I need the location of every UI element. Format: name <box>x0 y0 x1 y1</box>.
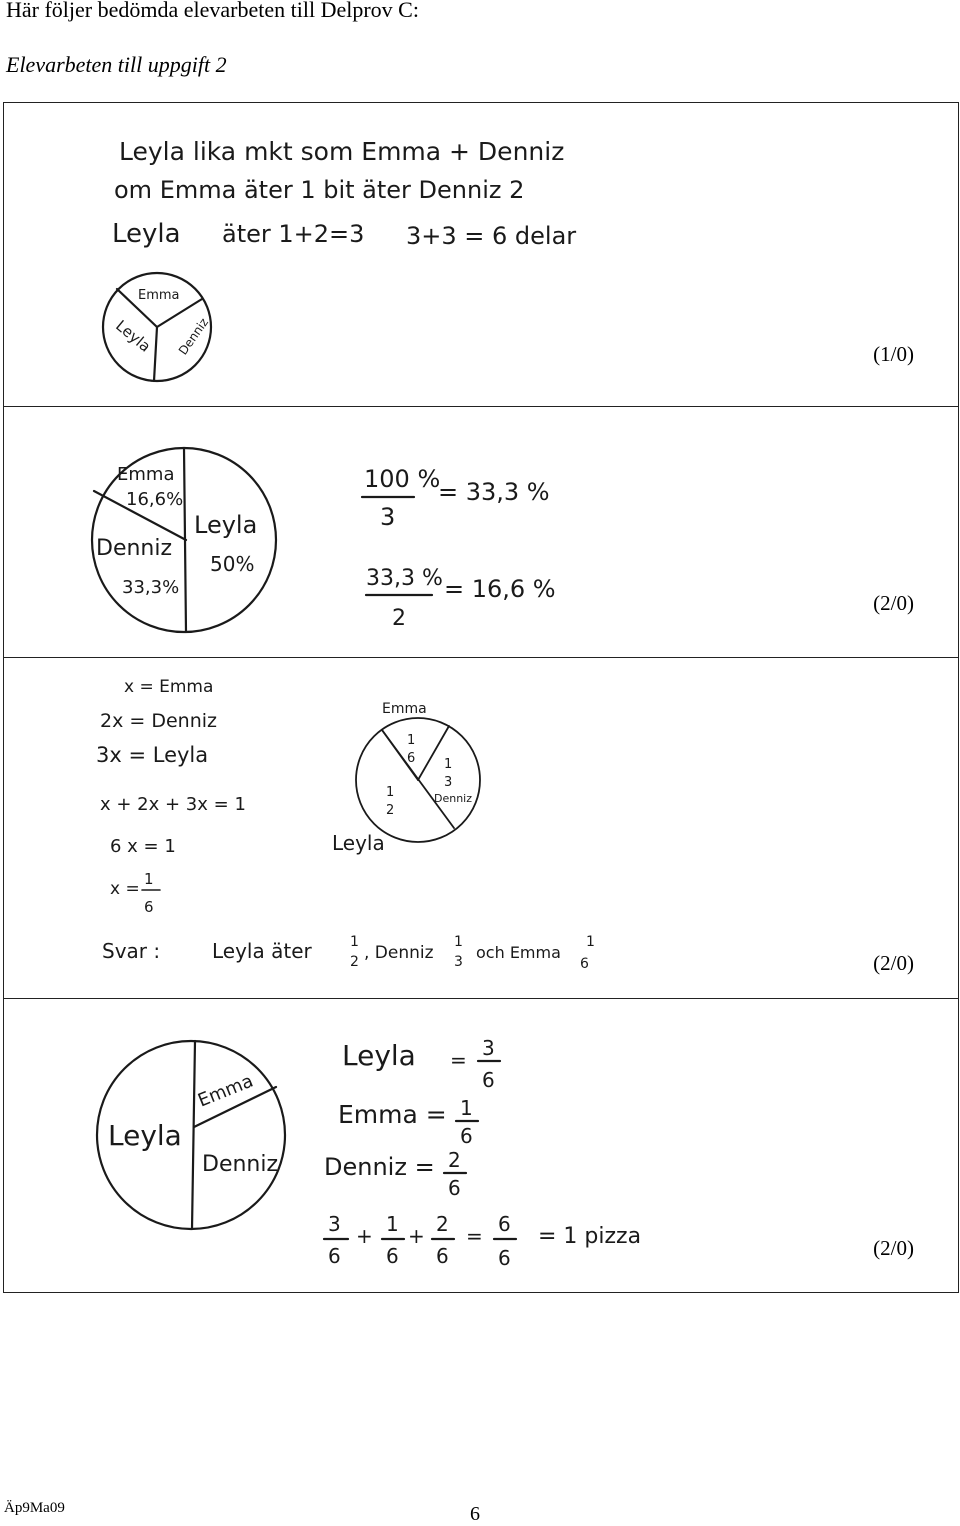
answer-text: och Emma <box>476 943 561 962</box>
page-title: Här följer bedömda elevarbeten till Delprov C: <box>6 0 419 22</box>
row-label: Leyla <box>342 1039 416 1072</box>
fraction-list <box>324 1036 500 1200</box>
handwriting-1 <box>4 103 960 408</box>
calc-result: = 16,6 % <box>444 575 556 603</box>
hw-line: äter 1+2=3 <box>222 220 365 248</box>
pie-label: Leyla <box>112 316 155 356</box>
fraction-denominator: 6 <box>328 1244 341 1268</box>
answer-text: Leyla äter <box>212 939 312 963</box>
fraction-numerator: 6 <box>498 1212 511 1236</box>
document-code: Äp9Ma09 <box>4 1500 65 1516</box>
fraction-numerator: 1 <box>350 934 359 950</box>
pie-label: Denniz <box>434 792 473 805</box>
equals: = <box>450 1048 467 1072</box>
student-work-panel-1 <box>3 102 959 407</box>
fraction-numerator: 1 <box>444 757 453 772</box>
fraction-numerator: 1 <box>460 1096 473 1120</box>
hw-line: Leyla <box>112 219 181 249</box>
fraction-numerator: 33,3 % <box>366 566 443 591</box>
hw-line: Leyla lika mkt som Emma + Denniz <box>119 137 565 166</box>
pie-label: Denniz <box>202 1152 279 1177</box>
calc-result: = 33,3 % <box>438 478 550 506</box>
fraction-denominator: 6 <box>386 1244 399 1268</box>
answer-line <box>102 934 595 972</box>
handwriting-3 <box>4 658 960 1000</box>
pie-label: Leyla <box>194 511 258 539</box>
fraction-numerator: 1 <box>144 870 154 888</box>
pie-label: Emma <box>117 464 175 485</box>
row-label: Denniz = <box>324 1153 435 1181</box>
score: (2/0) <box>873 1236 914 1260</box>
student-work-panel-2 <box>3 406 959 658</box>
fraction-denominator: 6 <box>460 1124 473 1148</box>
row-label: Emma = <box>338 1100 447 1129</box>
fraction-denominator: 6 <box>498 1246 511 1270</box>
fraction-numerator: 1 <box>386 785 395 800</box>
pie-sketch <box>97 1041 285 1229</box>
fraction-numerator: 3 <box>482 1036 495 1060</box>
plus: + <box>408 1224 425 1248</box>
pie-sketch <box>92 448 276 632</box>
pie-label: Denniz <box>175 315 212 358</box>
fraction-numerator: 2 <box>448 1148 461 1172</box>
fraction-denominator: 6 <box>407 751 416 766</box>
fraction-denominator: 6 <box>482 1068 495 1092</box>
page-number: 6 <box>470 1503 480 1525</box>
pie-label: 50% <box>210 552 255 576</box>
score: (2/0) <box>873 591 914 615</box>
fraction-denominator: 6 <box>436 1244 449 1268</box>
fraction-numerator: 1 <box>386 1212 399 1236</box>
answer-text: , Denniz <box>364 943 434 963</box>
pie-sketch <box>103 273 211 381</box>
equals: = <box>466 1224 483 1248</box>
handwriting-2 <box>4 407 960 659</box>
plus: + <box>356 1224 373 1248</box>
fraction-numerator: 100 % <box>364 465 441 493</box>
hw-line: 6 x = 1 <box>110 836 176 857</box>
score: (1/0) <box>873 342 914 366</box>
pie-label: Emma <box>138 288 180 303</box>
pie-label: Emma <box>195 1070 257 1112</box>
pie-label: 16,6% <box>126 489 184 510</box>
hw-line: om Emma äter 1 bit äter Denniz 2 <box>114 176 525 204</box>
fraction-numerator: 3 <box>328 1212 341 1236</box>
fraction-numerator: 2 <box>436 1212 449 1236</box>
pie-sketch <box>332 701 480 855</box>
handwriting-4 <box>4 999 960 1294</box>
fraction-denominator: 3 <box>454 954 463 970</box>
pie-label: 33,3% <box>122 577 180 598</box>
hw-line: 3x = Leyla <box>96 743 209 767</box>
student-work-panel-3 <box>3 657 959 999</box>
fraction-denominator: 6 <box>580 956 589 972</box>
hw-line: 2x = Denniz <box>100 710 217 732</box>
hw-line: x = <box>110 879 140 899</box>
student-work-panel-4 <box>3 998 959 1293</box>
pie-label: Leyla <box>332 831 385 855</box>
score: (2/0) <box>873 951 914 975</box>
fraction-sum <box>324 1212 641 1270</box>
fraction-numerator: 1 <box>454 934 463 950</box>
fraction-denominator: 3 <box>444 775 453 790</box>
pie-label: Denniz <box>96 536 173 561</box>
fraction-denominator: 2 <box>350 954 359 970</box>
sum-result: = 1 pizza <box>538 1224 642 1249</box>
calculation <box>362 465 556 631</box>
fraction-denominator: 6 <box>144 898 154 916</box>
section-subtitle: Elevarbeten till uppgift 2 <box>6 52 227 77</box>
hw-line: x = Emma <box>124 677 214 697</box>
pie-label: Emma <box>382 701 427 717</box>
hw-line: x + 2x + 3x = 1 <box>100 794 246 815</box>
fraction-numerator: 1 <box>407 733 416 748</box>
fraction-denominator: 2 <box>386 803 395 818</box>
pie-label: Leyla <box>108 1119 182 1152</box>
hw-line: 3+3 = 6 delar <box>406 222 577 250</box>
answer-prefix: Svar : <box>102 939 161 963</box>
fraction-denominator: 3 <box>380 503 396 531</box>
fraction-denominator: 6 <box>448 1176 461 1200</box>
fraction-numerator: 1 <box>586 934 595 950</box>
fraction-denominator: 2 <box>392 606 406 631</box>
